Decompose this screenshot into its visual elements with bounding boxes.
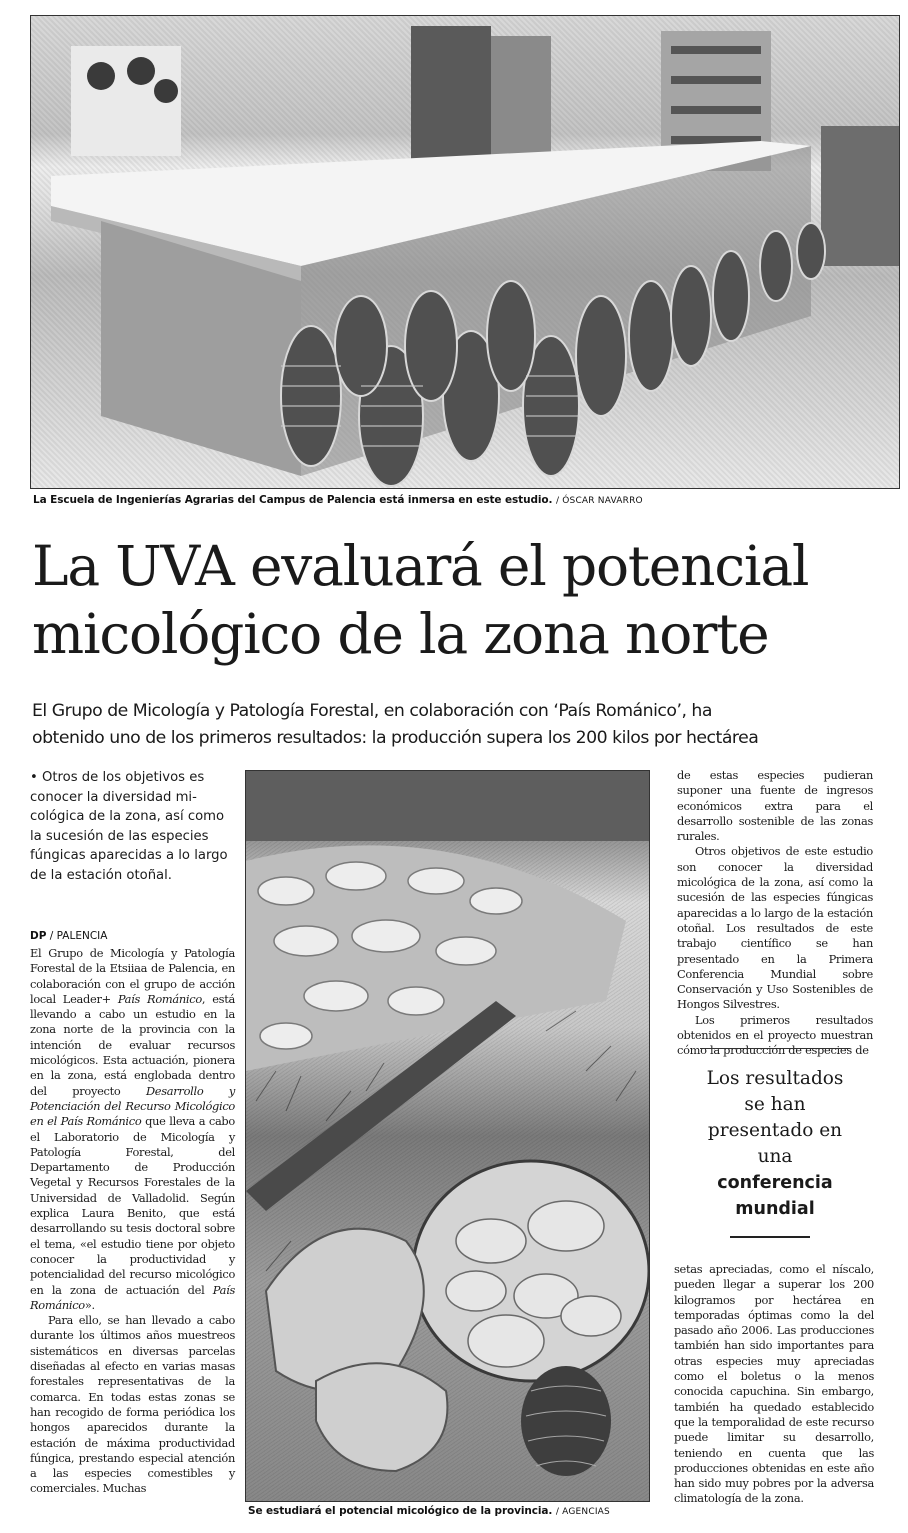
text-run-italic: Desarrollo y Potenciación del Recurso Micológico en el País Románico xyxy=(30,1083,236,1129)
photo-credit: / AGENCIAS xyxy=(555,1507,610,1517)
pull-quote-emphasis: conferencia xyxy=(717,1173,833,1193)
photo-caption-top xyxy=(33,494,643,506)
pull-quote-line: presentado en xyxy=(707,1120,843,1141)
photo-laboratory xyxy=(30,15,900,489)
photo-mushrooms-illustration xyxy=(246,771,649,1501)
caption-text: La Escuela de Ingenierías Agrarias del Campus de Palencia está inmersa en este estudio. xyxy=(33,494,553,506)
headline-line-2: micológico de la zona norte xyxy=(32,602,769,666)
subheadline xyxy=(32,698,902,752)
text-run: que lleva a cabo el Laboratorio de Micología y Patología Forestal, del Departamento de Producción Vegetal y Recursos Forestales de la Universidad de Valladolid. Según explica Laura Benito, que está desarrollando su tesis doctoral sobre el tema, «el estudio tiene por objeto conocer la productividad y potencialidad del recurso micológico en la zona de actuación del xyxy=(30,1114,235,1297)
byline-place: / PALENCIA xyxy=(49,930,108,942)
body-paragraph xyxy=(30,946,235,1313)
text-run-italic: País Románico xyxy=(30,1282,235,1312)
body-column-right-bottom xyxy=(674,1262,874,1507)
pull-quote-line: se han xyxy=(744,1094,806,1115)
divider xyxy=(700,1048,850,1049)
body-paragraph: Otros objetivos de este estudio son conocer la diversidad micológica de la zona, así como la sucesión de las especies fúngicas aparecidas a lo largo de la estación otoñal. Los resultados de este trabajo científico se han presentado en la Primera Conferencia Mundial sobre Conservación y Uso Sostenibles de Hongos Silvestres. xyxy=(677,844,873,1012)
body-paragraph: Los primeros resultados obtenidos en el proyecto muestran cómo la producción de especies de xyxy=(677,1012,873,1058)
body-column-right-top xyxy=(677,768,873,1059)
caption-text: Se estudiará el potencial micológico de la provincia. xyxy=(248,1505,553,1517)
photo-caption-middle xyxy=(248,1505,610,1517)
body-column-left xyxy=(30,946,235,1497)
photo-mushrooms xyxy=(245,770,650,1502)
highlight-left: • Otros de los objetivos es conocer la diversidad micológica de la zona, así como la sucesión de las especies fúngicas aparecidas a lo largo de la estación otoñal. xyxy=(30,770,228,883)
photo-laboratory-illustration xyxy=(31,16,899,488)
pull-quote-line: Los resultados xyxy=(706,1068,844,1089)
text-run: , está llevando a cabo un estudio en la zona norte de la provincia con la intención de evaluar recursos micológicos. Esta actuación, pionera en la zona, está englobada dentro del proyecto xyxy=(30,991,235,1098)
text-run: ». xyxy=(84,1297,95,1312)
pull-quote-emphasis: mundial xyxy=(735,1199,815,1219)
byline-agency: DP xyxy=(30,930,47,942)
subheadline-line-1: El Grupo de Micología y Patología Forestal, en colaboración con ‘País Románico’, ha xyxy=(32,701,712,721)
text-run: El Grupo de Micología y Patología Forestal de la Etsiiaa de Palencia, en colaboración con el grupo de acción local Leader+ xyxy=(30,946,235,1006)
body-paragraph: Para ello, se han llevado a cabo durante los últimos años muestreos sistemáticos en diversas parcelas diseñadas al efecto en varias masas forestales representativas de la comarca. En todas estas zonas se han recogido de forma periódica los hongos aparecidos durante la estación de máxima productividad fúngica, prestando especial atención a las especies comestibles y comerciales. Muchas xyxy=(30,1313,235,1496)
body-paragraph: de estas especies pudieran suponer una fuente de ingresos económicos extra para el desarrollo sostenible de las zonas rurales. xyxy=(677,768,873,844)
photo-credit: / ÓSCAR NAVARRO xyxy=(555,496,643,506)
byline xyxy=(30,930,235,942)
headline-line-1: La UVA evaluará el potencial xyxy=(32,534,809,598)
subheadline-line-2: obtenido uno de los primeros resultados: la producción supera los 200 kilos por hectárea xyxy=(32,728,759,748)
body-paragraph: setas apreciadas, como el níscalo, pueden llegar a superar los 200 kilogramos por hectárea en temporadas óptimas como la del pasado año 2006. Las producciones también han sido importantes para otras especies muy apreciadas como el boletus o la menos conocida capuchina. Sin embargo, también ha quedado establecido que la temporalidad de este recurso puede limitar su desarrollo, teniendo en cuenta que las producciones obtenidas en este año han sido muy pobres por la adversa climatología de la zona. xyxy=(674,1262,874,1506)
pull-quote xyxy=(680,1066,870,1222)
text-run-italic: País Románico xyxy=(117,991,202,1006)
pull-quote-line: una xyxy=(757,1146,793,1167)
divider xyxy=(730,1236,810,1238)
headline xyxy=(32,532,902,668)
